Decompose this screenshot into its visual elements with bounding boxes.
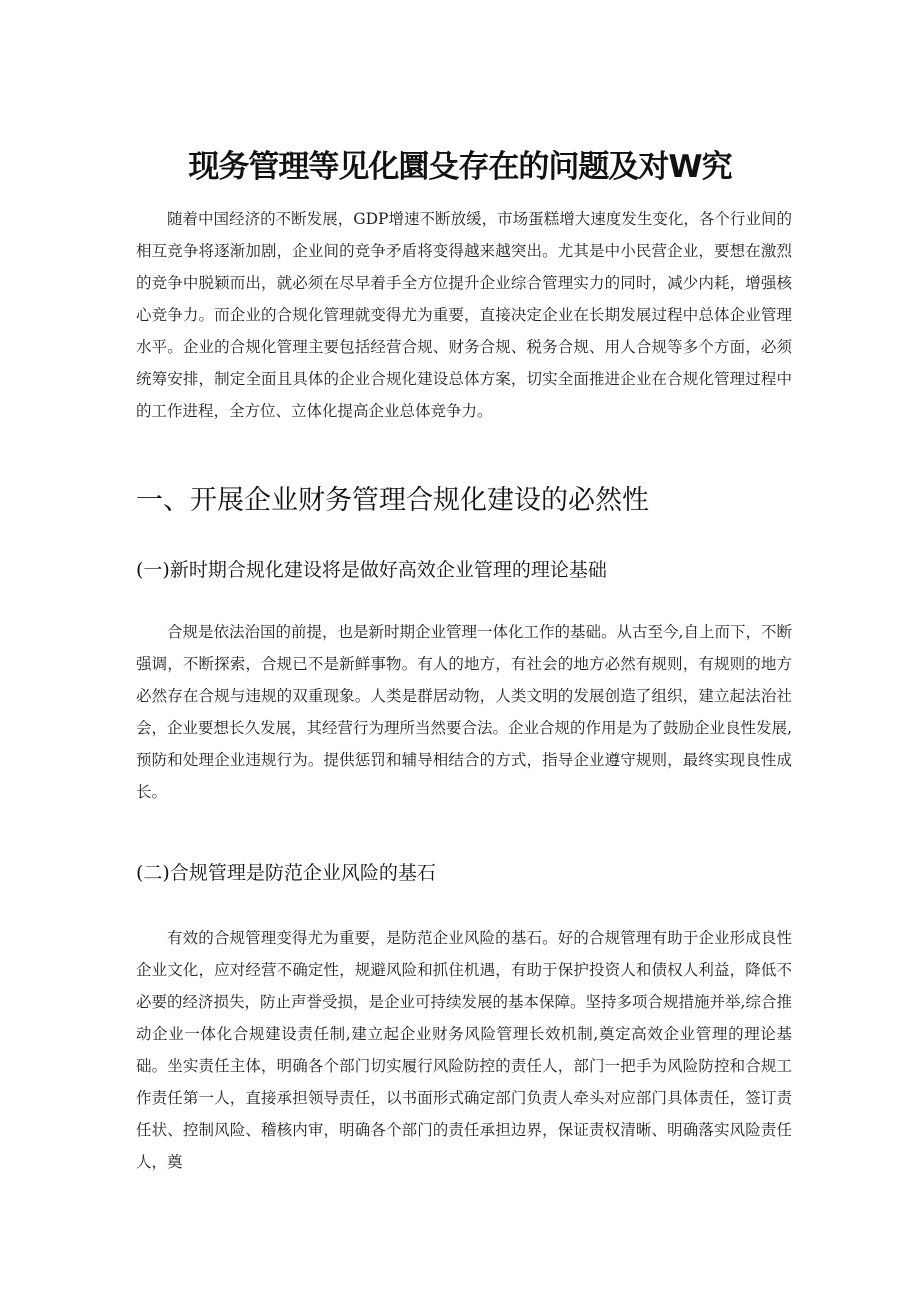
- section-1-heading: 一、开展企业财务管理合规化建设的必然性: [136, 485, 649, 516]
- subsection-1-paragraph: 合规是依法治国的前提，也是新时期企业管理一体化工作的基础。从古至今,自上而下，不断强调，不断探索，合规已不是新鲜事物。有人的地方，有社会的地方必然有规则，有规则的地方必然存在合规与违规的双重现象。人类是群居动物，人类文明的发展创造了组织，建立起法治社会，企业要想长久发展，其经营行为理所当然要合法。企业合规的作用是为了鼓励企业良性发展,预防和处理企业违规行为。提供惩罚和辅导相结合的方式，指导企业遵守规则，最终实现良性成长。: [136, 623, 792, 801]
- subsection-2-paragraph: 有效的合规管理变得尤为重要，是防范企业风险的基石。好的合规管理有助于企业形成良性企业文化，应对经营不确定性，规避风险和抓住机遇，有助于保护投资人和债权人利益，降低不必要的经济损失，防止声誉受损，是企业可持续发展的基本保障。坚持多项合规措施并举,综合推动企业一体化合规建设责任制,建立起企业财务风险管理长效机制,奠定高效企业管理的理论基础。坐实责任主体，明确各个部门切实履行风险防控的责任人，部门一把手为风险防控和合规工作责任第一人，直接承担领导责任，以书面形式确定部门负责人牵头对应部门具体责任，签订责任状、控制风险、稽核内审，明确各个部门的责任承担边界，保证责权清晰、明确落实风险责任人，奠: [136, 929, 792, 1171]
- document-title: 现务管理等见化圜殳存在的问题及对W究: [188, 148, 732, 185]
- subsection-2-heading: (二)合规管理是防范企业风险的基石: [136, 862, 436, 884]
- subsection-1-heading: (一)新时期合规化建设将是做好高效企业管理的理论基础: [136, 559, 607, 581]
- intro-paragraph: 随着中国经济的不断发展，GDP增速不断放缓，市场蛋糕增大速度发生变化，各个行业间的相互竞争将逐渐加剧，企业间的竞争矛盾将变得越来越突出。尤其是中小民营企业，要想在激烈的竞争中脱颖而出，就必须在尽早着手全方位提升企业综合管理实力的同时，减少内耗，增强核心竞争力。而企业的合规化管理就变得尤为重要，直接决定企业在长期发展过程中总体企业管理水平。企业的合规化管理主要包括经营合规、财务合规、税务合规、用人合规等多个方面，必须统筹安排，制定全面且具体的企业合规化建设总体方案，切实全面推进企业在合规化管理过程中的工作进程，全方位、立体化提高企业总体竞争力。: [136, 210, 792, 420]
